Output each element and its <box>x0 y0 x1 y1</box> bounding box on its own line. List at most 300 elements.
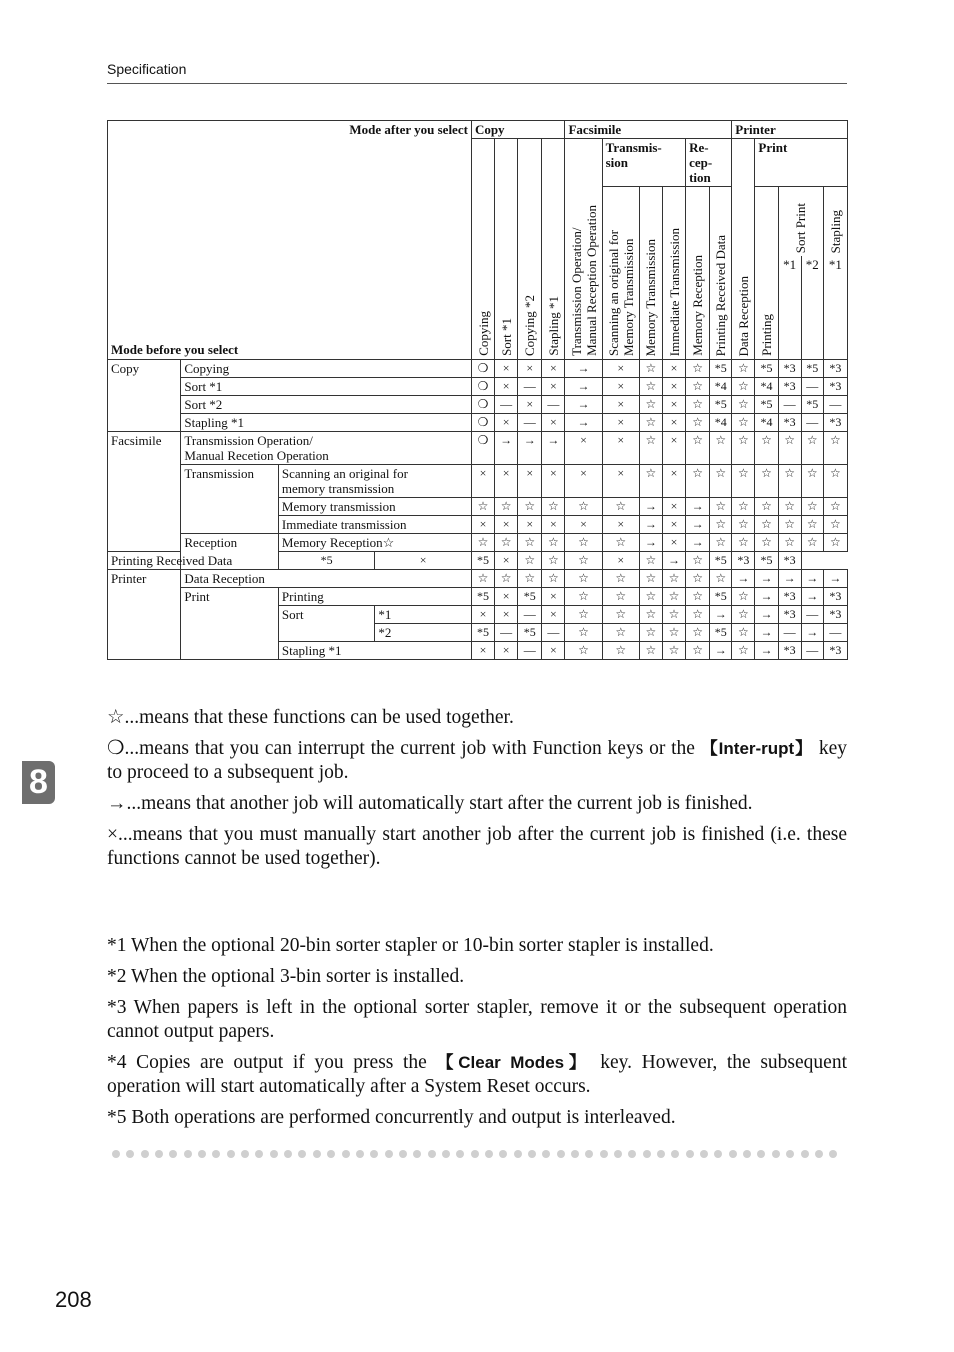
matrix-cell: → <box>565 414 602 432</box>
col-header-memory-reception: Memory Reception <box>686 187 710 360</box>
matrix-cell: ☆ <box>801 498 823 516</box>
matrix-cell: ☆ <box>602 642 639 660</box>
note-4: *4 Copies are output if you press the 【Clear Modes】 key. However, the subsequent operation will start automatically after a System Reset occurs. <box>107 1052 847 1097</box>
table-row <box>108 588 848 606</box>
matrix-cell: → <box>823 570 847 588</box>
matrix-cell: ☆ <box>710 534 732 552</box>
matrix-cell: × <box>518 465 542 498</box>
matrix-cell: ☆ <box>755 534 778 552</box>
note-1: *1 When the optional 20-bin sorter stapler or 10-bin sorter stapler is installed. <box>107 935 714 956</box>
separator-dot <box>284 1150 292 1158</box>
matrix-cell: × <box>602 396 639 414</box>
matrix-cell: ❍ <box>471 432 494 465</box>
subgroup-print: Print <box>755 139 848 187</box>
separator-dot <box>227 1150 235 1158</box>
matrix-cell: *5 <box>518 588 542 606</box>
separator-dot <box>514 1150 522 1158</box>
col-header-transmission-operation: Transmission Operation/ Manual Reception Operation <box>565 139 602 360</box>
matrix-cell: × <box>662 414 685 432</box>
matrix-cell: ☆ <box>823 498 847 516</box>
matrix-cell: — <box>778 624 801 642</box>
separator-dot <box>126 1150 134 1158</box>
matrix-cell: *3 <box>778 588 801 606</box>
matrix-cell: — <box>518 606 542 624</box>
matrix-cell: × <box>518 516 542 534</box>
row-label: Sort <box>278 606 375 642</box>
matrix-cell: ☆ <box>639 588 662 606</box>
matrix-cell: ❍ <box>471 378 494 396</box>
matrix-cell: ☆ <box>823 432 847 465</box>
matrix-cell: → <box>755 588 778 606</box>
matrix-cell: *5 <box>710 552 732 570</box>
matrix-cell: ☆ <box>778 498 801 516</box>
matrix-cell: *3 <box>823 606 847 624</box>
matrix-cell: ☆ <box>686 570 710 588</box>
matrix-cell: × <box>495 606 518 624</box>
matrix-cell: ☆ <box>710 570 732 588</box>
matrix-cell: ☆ <box>710 432 732 465</box>
separator-dot <box>571 1150 579 1158</box>
matrix-cell: × <box>602 465 639 498</box>
matrix-cell: → <box>565 378 602 396</box>
separator-dot <box>600 1150 608 1158</box>
matrix-cell: — <box>823 396 847 414</box>
matrix-cell: ☆ <box>542 534 565 552</box>
matrix-cell: → <box>542 432 565 465</box>
matrix-cell: ❍ <box>471 396 494 414</box>
row-label: Data Reception <box>181 570 472 588</box>
matrix-cell: — <box>778 396 801 414</box>
matrix-cell: → <box>495 432 518 465</box>
matrix-cell: ☆ <box>710 516 732 534</box>
matrix-cell: ☆ <box>801 465 823 498</box>
matrix-cell: ☆ <box>801 534 823 552</box>
matrix-cell: ☆ <box>639 606 662 624</box>
matrix-cell: *5 <box>801 396 823 414</box>
matrix-cell: ☆ <box>801 432 823 465</box>
matrix-cell: ☆ <box>639 414 662 432</box>
matrix-cell: ☆ <box>518 534 542 552</box>
matrix-cell: ☆ <box>662 588 685 606</box>
matrix-cell: *3 <box>778 378 801 396</box>
matrix-cell: × <box>542 516 565 534</box>
matrix-cell: ☆ <box>565 552 602 570</box>
matrix-cell: — <box>801 414 823 432</box>
matrix-cell: ☆ <box>686 360 710 378</box>
matrix-cell: × <box>495 360 518 378</box>
matrix-cell: — <box>518 378 542 396</box>
matrix-cell: ☆ <box>639 396 662 414</box>
matrix-cell: ☆ <box>732 396 755 414</box>
matrix-cell: ☆ <box>732 414 755 432</box>
matrix-cell: × <box>495 516 518 534</box>
interrupt-key: 【Inter-rupt】 <box>700 739 814 758</box>
matrix-cell: — <box>542 624 565 642</box>
matrix-cell: ☆ <box>495 570 518 588</box>
matrix-cell: × <box>662 498 685 516</box>
separator-dot <box>141 1150 149 1158</box>
matrix-cell: ☆ <box>732 360 755 378</box>
row-label: Print <box>181 588 279 660</box>
table-row <box>108 552 848 570</box>
separator-dot <box>614 1150 622 1158</box>
matrix-cell: × <box>662 534 685 552</box>
matrix-cell: ☆ <box>686 465 710 498</box>
matrix-cell: ☆ <box>542 552 565 570</box>
matrix-cell: ☆ <box>662 642 685 660</box>
row-label: Stapling *1 <box>278 642 471 660</box>
matrix-cell: → <box>518 432 542 465</box>
notes <box>107 934 847 1130</box>
matrix-cell: → <box>639 498 662 516</box>
matrix-cell: ☆ <box>732 624 755 642</box>
matrix-cell: × <box>542 588 565 606</box>
separator-dot <box>585 1150 593 1158</box>
matrix-cell: — <box>801 378 823 396</box>
matrix-cell: ☆ <box>565 498 602 516</box>
matrix-cell: × <box>471 465 494 498</box>
matrix-cell: ☆ <box>471 570 494 588</box>
matrix-cell: *5 <box>471 588 494 606</box>
matrix-cell: — <box>495 624 518 642</box>
separator-dot <box>671 1150 679 1158</box>
matrix-cell: *3 <box>823 642 847 660</box>
matrix-cell: × <box>495 378 518 396</box>
matrix-cell: × <box>602 516 639 534</box>
matrix-cell: — <box>495 396 518 414</box>
matrix-cell: ☆ <box>542 498 565 516</box>
separator-dot <box>729 1150 737 1158</box>
row-label: Sort *1 <box>181 378 472 396</box>
sort-print-note-1: *1 <box>778 256 801 359</box>
col-header-copying2: Copying *2 <box>518 139 542 360</box>
matrix-cell: ☆ <box>518 552 542 570</box>
table-row <box>108 432 848 465</box>
matrix-cell: *4 <box>755 378 778 396</box>
matrix-cell: → <box>686 534 710 552</box>
separator-dot <box>829 1150 837 1158</box>
section-end-dots <box>112 1150 837 1158</box>
matrix-cell: ☆ <box>801 516 823 534</box>
separator-dot <box>169 1150 177 1158</box>
separator-dot <box>743 1150 751 1158</box>
matrix-cell: ☆ <box>686 642 710 660</box>
separator-dot <box>499 1150 507 1158</box>
row-label: Sort *2 <box>181 396 472 414</box>
separator-dot <box>528 1150 536 1158</box>
matrix-cell: ☆ <box>565 624 602 642</box>
matrix-cell: ☆ <box>662 570 685 588</box>
matrix-cell: ☆ <box>755 465 778 498</box>
matrix-cell: *3 <box>778 414 801 432</box>
matrix-cell: ☆ <box>778 534 801 552</box>
separator-dot <box>542 1150 550 1158</box>
separator-dot <box>657 1150 665 1158</box>
matrix-cell: *3 <box>823 378 847 396</box>
row-label: Transmission Operation/ Manual Recetion Operation <box>181 432 472 465</box>
matrix-cell: ☆ <box>686 606 710 624</box>
separator-dot <box>485 1150 493 1158</box>
col-header-sort1: Sort *1 <box>495 139 518 360</box>
row-label: Transmission <box>181 465 279 534</box>
matrix-cell: — <box>823 624 847 642</box>
matrix-cell: ☆ <box>602 624 639 642</box>
matrix-cell: ☆ <box>686 624 710 642</box>
matrix-cell: × <box>495 465 518 498</box>
matrix-cell: × <box>518 396 542 414</box>
matrix-cell: × <box>542 465 565 498</box>
matrix-cell: × <box>542 378 565 396</box>
matrix-cell: × <box>471 606 494 624</box>
matrix-cell: *3 <box>823 588 847 606</box>
row-label: Copy <box>108 360 181 432</box>
separator-dot <box>700 1150 708 1158</box>
matrix-cell: ☆ <box>495 534 518 552</box>
matrix-cell: × <box>542 360 565 378</box>
matrix-cell: *3 <box>778 606 801 624</box>
col-header-data-reception: Data Reception <box>732 139 755 360</box>
matrix-cell: ☆ <box>471 498 494 516</box>
row-label: Copying <box>181 360 472 378</box>
matrix-cell: ☆ <box>639 552 662 570</box>
matrix-cell: → <box>710 642 732 660</box>
matrix-cell: ☆ <box>565 570 602 588</box>
separator-dot <box>801 1150 809 1158</box>
matrix-cell: ☆ <box>732 642 755 660</box>
matrix-cell: ☆ <box>686 432 710 465</box>
matrix-cell: → <box>565 360 602 378</box>
matrix-cell: × <box>602 378 639 396</box>
clear-modes-key: 【Clear Modes】 <box>436 1053 591 1072</box>
col-header-memory-transmission: Memory Transmission <box>639 187 662 360</box>
table-row <box>108 465 848 498</box>
matrix-cell: → <box>639 534 662 552</box>
legend-cross: ×...means that you must manually start another job after the current job is finished (i.e. these functions cannot be used together). <box>107 824 847 869</box>
matrix-cell: ☆ <box>686 378 710 396</box>
separator-dot <box>471 1150 479 1158</box>
row-label: Facsimile <box>108 432 181 552</box>
matrix-cell: ☆ <box>518 498 542 516</box>
matrix-cell: ☆ <box>732 498 755 516</box>
matrix-cell: → <box>686 516 710 534</box>
matrix-cell: ☆ <box>602 570 639 588</box>
matrix-cell: × <box>602 360 639 378</box>
table-row <box>108 534 848 552</box>
matrix-cell: ☆ <box>778 465 801 498</box>
matrix-cell: × <box>662 465 685 498</box>
row-label: Printing <box>278 588 471 606</box>
matrix-cell: ☆ <box>732 432 755 465</box>
separator-dot <box>786 1150 794 1158</box>
matrix-cell: × <box>662 360 685 378</box>
matrix-cell: → <box>755 624 778 642</box>
matrix-cell: ☆ <box>778 516 801 534</box>
matrix-cell: *4 <box>755 414 778 432</box>
matrix-cell: × <box>495 642 518 660</box>
compatibility-table <box>107 120 848 660</box>
matrix-cell: × <box>662 432 685 465</box>
matrix-cell: *5 <box>710 360 732 378</box>
matrix-cell: ☆ <box>495 498 518 516</box>
matrix-cell: ❍ <box>471 414 494 432</box>
matrix-cell: → <box>686 498 710 516</box>
matrix-cell: ☆ <box>823 465 847 498</box>
separator-dot <box>643 1150 651 1158</box>
separator-dot <box>628 1150 636 1158</box>
separator-dot <box>342 1150 350 1158</box>
note-5: *5 Both operations are performed concurrently and output is interleaved. <box>107 1107 676 1128</box>
separator-dot <box>298 1150 306 1158</box>
legend-arrow: →...means that another job will automatically start after the current job is finished. <box>107 793 753 814</box>
chapter-tab: 8 <box>22 761 55 804</box>
matrix-cell: × <box>518 360 542 378</box>
separator-dot <box>112 1150 120 1158</box>
row-label: Scanning an original for memory transmission <box>278 465 471 498</box>
legend-circle: ❍...means that you can interrupt the current job with Function keys or the 【Inter-rupt】 key to proceed to a subsequent job. <box>107 738 848 783</box>
matrix-cell: × <box>565 432 602 465</box>
matrix-cell: × <box>542 414 565 432</box>
row-label: Reception <box>181 534 279 570</box>
matrix-cell: × <box>602 552 639 570</box>
col-header-sort-print: Sort Print <box>778 187 823 257</box>
subgroup-transmission: Transmis- sion <box>602 139 685 187</box>
separator-dot <box>714 1150 722 1158</box>
matrix-cell: → <box>801 570 823 588</box>
matrix-cell: *3 <box>778 360 801 378</box>
matrix-cell: ☆ <box>732 606 755 624</box>
separator-dot <box>757 1150 765 1158</box>
group-copy: Copy <box>471 121 565 139</box>
separator-dot <box>815 1150 823 1158</box>
matrix-cell: ☆ <box>662 606 685 624</box>
matrix-cell: → <box>639 516 662 534</box>
separator-dot <box>241 1150 249 1158</box>
matrix-cell: ☆ <box>823 534 847 552</box>
matrix-cell: *3 <box>732 552 755 570</box>
col-header-printing: Printing <box>755 187 778 360</box>
matrix-cell: ☆ <box>732 378 755 396</box>
matrix-cell: × <box>495 414 518 432</box>
separator-dot <box>270 1150 278 1158</box>
separator-dot <box>155 1150 163 1158</box>
separator-dot <box>442 1150 450 1158</box>
matrix-cell: *5 <box>755 552 778 570</box>
separator-dot <box>255 1150 263 1158</box>
matrix-cell: → <box>801 624 823 642</box>
separator-dot <box>198 1150 206 1158</box>
matrix-cell: ☆ <box>686 414 710 432</box>
matrix-cell: × <box>662 378 685 396</box>
matrix-cell: × <box>602 432 639 465</box>
separator-dot <box>413 1150 421 1158</box>
separator-dot <box>428 1150 436 1158</box>
matrix-cell: ☆ <box>565 588 602 606</box>
matrix-cell: ☆ <box>639 432 662 465</box>
matrix-cell: ☆ <box>565 606 602 624</box>
matrix-cell: — <box>518 642 542 660</box>
separator-dot <box>327 1150 335 1158</box>
separator-dot <box>313 1150 321 1158</box>
legend-star: ☆...means that these functions can be used together. <box>107 707 514 728</box>
row-label: Printing Received Data <box>108 552 279 570</box>
matrix-cell: ☆ <box>686 552 710 570</box>
separator-dot <box>385 1150 393 1158</box>
separator-dot <box>557 1150 565 1158</box>
matrix-cell: *3 <box>778 642 801 660</box>
col-header-immediate-transmission: Immediate Transmission <box>662 187 685 360</box>
separator-dot <box>212 1150 220 1158</box>
matrix-cell: *3 <box>778 552 801 570</box>
matrix-cell: × <box>542 606 565 624</box>
matrix-cell: ☆ <box>602 606 639 624</box>
matrix-cell: → <box>755 642 778 660</box>
table-row <box>108 360 848 378</box>
matrix-cell: ☆ <box>686 588 710 606</box>
matrix-cell: ☆ <box>755 498 778 516</box>
matrix-cell: → <box>732 570 755 588</box>
matrix-cell: ☆ <box>565 642 602 660</box>
matrix-cell: → <box>778 570 801 588</box>
separator-dot <box>686 1150 694 1158</box>
matrix-cell: ☆ <box>662 624 685 642</box>
matrix-cell: ☆ <box>755 516 778 534</box>
matrix-cell: ☆ <box>602 498 639 516</box>
matrix-cell: ☆ <box>732 516 755 534</box>
matrix-cell: ☆ <box>639 360 662 378</box>
matrix-cell: → <box>710 606 732 624</box>
matrix-cell: ☆ <box>639 624 662 642</box>
table-row <box>108 378 848 396</box>
matrix-cell: ☆ <box>710 465 732 498</box>
col-header-copying: Copying <box>471 139 494 360</box>
matrix-cell: → <box>755 570 778 588</box>
matrix-cell: ☆ <box>518 570 542 588</box>
matrix-cell: *4 <box>710 414 732 432</box>
matrix-cell: × <box>542 642 565 660</box>
row-label: Memory Reception☆ <box>278 534 471 552</box>
matrix-cell: × <box>662 396 685 414</box>
col-header-scanning-memory: Scanning an original for Memory Transmission <box>602 187 639 360</box>
matrix-cell: ☆ <box>639 465 662 498</box>
table-row <box>108 396 848 414</box>
matrix-cell: × <box>375 552 472 570</box>
sort-print-note-2: *2 <box>801 256 823 359</box>
matrix-cell: × <box>495 552 518 570</box>
matrix-cell: ☆ <box>602 588 639 606</box>
matrix-cell: *4 <box>710 378 732 396</box>
matrix-cell: *5 <box>801 360 823 378</box>
matrix-cell: × <box>495 588 518 606</box>
matrix-cell: ☆ <box>732 588 755 606</box>
table-row <box>108 414 848 432</box>
col-header-stapling: Stapling <box>823 187 847 257</box>
matrix-cell: × <box>565 465 602 498</box>
matrix-cell: ☆ <box>755 432 778 465</box>
subgroup-reception: Re- cep- tion <box>686 139 732 187</box>
separator-dot <box>184 1150 192 1158</box>
row-label: Memory transmission <box>278 498 471 516</box>
matrix-cell: ☆ <box>565 534 602 552</box>
matrix-cell: *5 <box>755 396 778 414</box>
matrix-cell: ☆ <box>639 642 662 660</box>
separator-dot <box>772 1150 780 1158</box>
row-label: Immediate transmission <box>278 516 471 534</box>
matrix-cell: *3 <box>823 414 847 432</box>
matrix-cell: *5 <box>471 552 494 570</box>
matrix-cell: ☆ <box>732 534 755 552</box>
matrix-cell: ☆ <box>823 516 847 534</box>
separator-dot <box>370 1150 378 1158</box>
